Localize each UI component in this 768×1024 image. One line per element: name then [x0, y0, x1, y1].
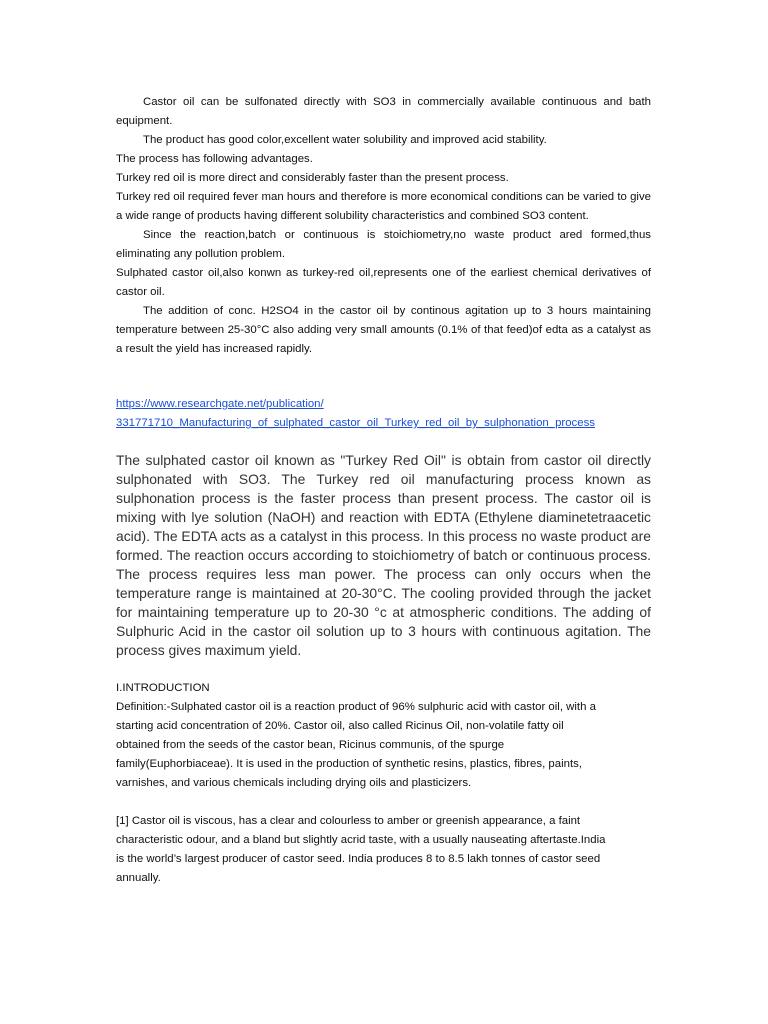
- text-line: annually.: [116, 872, 161, 884]
- section-heading: I.INTRODUCTION: [116, 682, 210, 694]
- turkey-red-oil-paragraph: The sulphated castor oil known as "Turkey Red Oil" is obtain from castor oil directly sulphonated with SO3. The Turkey red oil manufacturing process known as sulphonation process is the faster process than present process. The castor oil is mixing with lye solution (NaOH) and reaction with EDTA (Ethylene diaminetetraacetic acid). The EDTA acts as a catalyst in this process. In this process no waste product are formed. The reaction occurs according to stoichiometry of batch or continuous process. The process requires less man power. The process can only occurs when the temperature range is maintained at 20-30°C. The cooling provided through the jacket for maintaining temperature up to 20-30 °c at atmospheric conditions. The adding of Sulphuric Acid in the castor oil solution up to 3 hours with continuous agitation. The process gives maximum yield.: [116, 452, 651, 658]
- text-line: characteristic odour, and a bland but slightly acrid taste, with a usually nauseating aftertaste.India: [116, 834, 606, 846]
- text-line: obtained from the seeds of the castor bean, Ricinus communis, of the spurge: [116, 739, 505, 751]
- text-line: [1] Castor oil is viscous, has a clear and colourless to amber or greenish appearance, a faint: [116, 815, 581, 827]
- text-line: varnishes, and various chemicals including drying oils and plasticizers.: [116, 777, 472, 789]
- paragraph: Turkey red oil is more direct and considerably faster than the present process.: [116, 172, 509, 184]
- section-sulfonation-notes: [116, 93, 651, 359]
- paragraph: Castor oil can be sulfonated directly with SO3 in commercially available continuous and bath equipment.: [116, 96, 651, 127]
- text-line: family(Euphorbiaceae). It is used in the production of synthetic resins, plastics, fibres, paints,: [116, 758, 582, 770]
- source-link-line-1[interactable]: https://www.researchgate.net/publication/: [116, 398, 324, 410]
- source-link-line-2[interactable]: 331771710_Manufacturing_of_sulphated_castor_oil_Turkey_red_oil_by_sulphonation_process: [116, 417, 595, 429]
- text-line: is the world’s largest producer of castor seed. India produces 8 to 8.5 lakh tonnes of castor seed: [116, 853, 601, 865]
- text-line: starting acid concentration of 20%. Castor oil, also called Ricinus Oil, non-volatile fatty oil: [116, 720, 564, 732]
- source-link[interactable]: [116, 395, 651, 433]
- document-page: [116, 93, 651, 888]
- paragraph: Sulphated castor oil,also konwn as turkey-red oil,represents one of the earliest chemical derivatives of castor oil.: [116, 267, 651, 298]
- paragraph: The addition of conc. H2SO4 in the castor oil by continous agitation up to 3 hours maintaining temperature between 25-30°C also adding very small amounts (0.1% of that feed)of edta as a catalyst as a result the yield has increased rapidly.: [116, 305, 651, 355]
- paragraph: The product has good color,excellent water solubility and improved acid stability.: [143, 134, 547, 146]
- text-line: Definition:-Sulphated castor oil is a reaction product of 96% sulphuric acid with castor oil, with a: [116, 701, 596, 713]
- paragraph: Since the reaction,batch or continuous is stoichiometry,no waste product ared formed,thus eliminating any pollution problem.: [116, 229, 651, 260]
- reference-1-section: [116, 812, 651, 888]
- introduction-section: [116, 679, 651, 793]
- paragraph: The process has following advantages.: [116, 153, 313, 165]
- paragraph: Turkey red oil required fever man hours and therefore is more economical conditions can be varied to give a wide range of products having different solubility characteristics and combined SO3 content.: [116, 191, 651, 222]
